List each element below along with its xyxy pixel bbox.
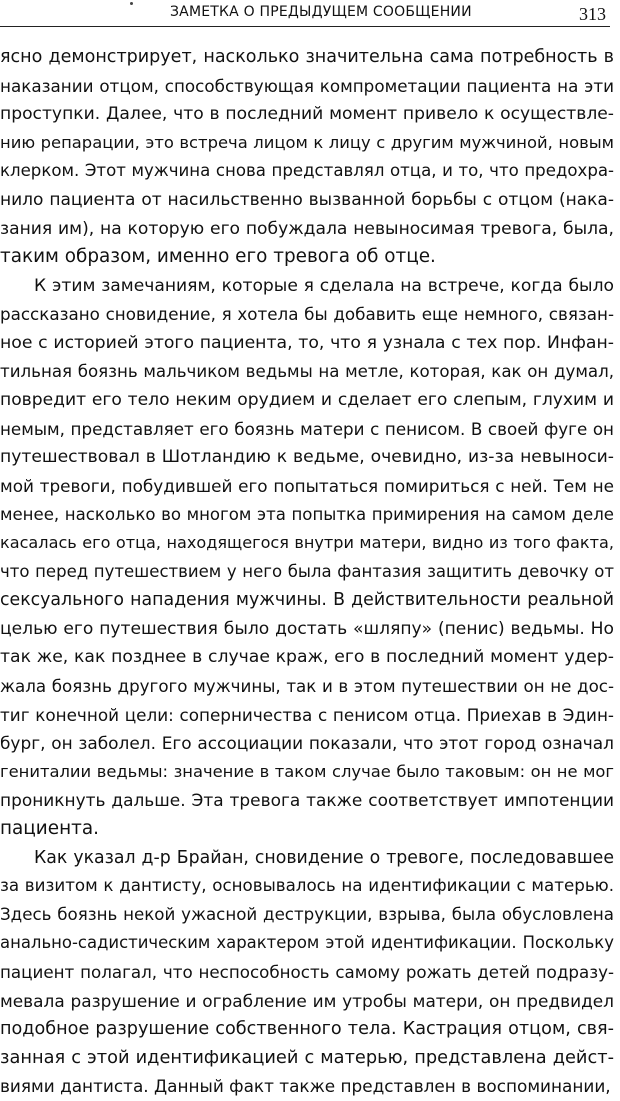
text-line: касалась его отца, находящегося внутри матери, видно из того факта, [0, 533, 614, 553]
text-line: тильная боязнь мальчиком ведьмы на метле, которая, как он думал, [0, 361, 614, 381]
text-line: К этим замечаниям, которые я сделала на встрече, когда было [34, 275, 614, 296]
text-line: проступки. Далее, что в последний момент привело к осуществле- [0, 104, 614, 125]
body-text [0, 43, 614, 1101]
text-line: немым, представляет его боязнь матери с пенисом. В своей фуге он [0, 418, 614, 439]
text-line: сексуального нападения мужчины. В действительности реальной [0, 590, 614, 611]
text-line: пациента. [0, 818, 99, 840]
header-rule [0, 26, 610, 27]
text-line: клерком. Этот мужчина снова представлял отца, и то, что предохра- [0, 161, 614, 181]
text-line: бург, он заболел. Его ассоциации показали, что этот город означал [0, 733, 614, 754]
text-line: повредит его тело неким орудием и сделает его слепым, глухим и [0, 390, 614, 411]
paragraph [0, 43, 614, 272]
text-line: занная с этой идентификацией с матерью, представлена дейст- [0, 1047, 614, 1068]
text-line: за визитом к дантисту, основывалось на идентификации с матерью. [0, 876, 614, 896]
running-head-title: ЗАМЕТКА О ПРЕДЫДУЩЕМ СООБЩЕНИИ [170, 4, 472, 20]
text-line: зания им), на которую его побуждала невыносимая тревога, была, [0, 218, 614, 239]
text-line: мевала разрушение и ограбление им утробы матери, он предвидел [0, 990, 614, 1011]
running-head [0, 0, 620, 30]
text-line: анально-садистическим характером этой идентификации. Поскольку [0, 933, 614, 953]
text-line: мой тревоги, побудившей его попытаться помириться с ней. Тем не [0, 475, 614, 496]
text-line: менее, насколько во многом эта попытка примирения на самом деле [0, 504, 614, 524]
text-line: гениталии ведьмы: значение в таком случае было таковым: он не мог [0, 761, 614, 781]
text-line: наказании отцом, способствующая компрометации пациента на эти [0, 75, 614, 96]
paragraph [0, 272, 614, 844]
text-line: жала боязнь другого мужчины, так и в этом путешествии он не дос- [0, 676, 614, 697]
page-number: 313 [579, 4, 606, 24]
text-line: нию репарации, это встреча лицом к лицу с другим мужчиной, новым [0, 132, 614, 152]
text-line: путешествовал в Шотландию к ведьме, очевидно, из-за невыноси- [0, 447, 614, 468]
text-line: что перед путешествием у него была фантазия защитить девочку от [0, 561, 614, 581]
text-line: ное с историей этого пациента, то, что я узнала с тех пор. Инфан- [0, 332, 614, 353]
print-speck [130, 2, 133, 5]
paragraph [0, 844, 614, 1101]
text-line: подобное разрушение собственного тела. Кастрация отцом, свя- [0, 1019, 614, 1040]
text-line: таким образом, именно его тревога об отце. [0, 246, 436, 268]
text-line: целью его путешествия было достать «шляпу» (пенис) ведьмы. Но [0, 618, 614, 639]
text-line: нило пациента от насильственно вызванной борьбы с отцом (нака- [0, 189, 614, 210]
text-line: проникнуть дальше. Эта тревога также соответствует импотенции [0, 790, 614, 811]
text-line: рассказано сновидение, я хотела бы добавить еще немного, связан- [0, 304, 614, 325]
text-line: виями дантиста. Данный факт также представлен в воспоминании, [0, 1076, 611, 1097]
text-line: Здесь боязнь некой ужасной деструкции, взрыва, была обусловлена [0, 904, 614, 924]
text-line: Как указал д-р Брайан, сновидение о тревоге, последовавшее [34, 847, 614, 868]
text-line: пациент полагал, что неспособность самому рожать детей подразу- [0, 962, 614, 982]
text-line: ясно демонстрирует, насколько значительна сама потребность в [0, 47, 614, 67]
text-line: тиг конечной цели: соперничества с пенисом отца. Приехав в Эдин- [0, 704, 614, 725]
text-line: так же, как позднее в случае краж, его в последний момент удер- [0, 647, 614, 668]
